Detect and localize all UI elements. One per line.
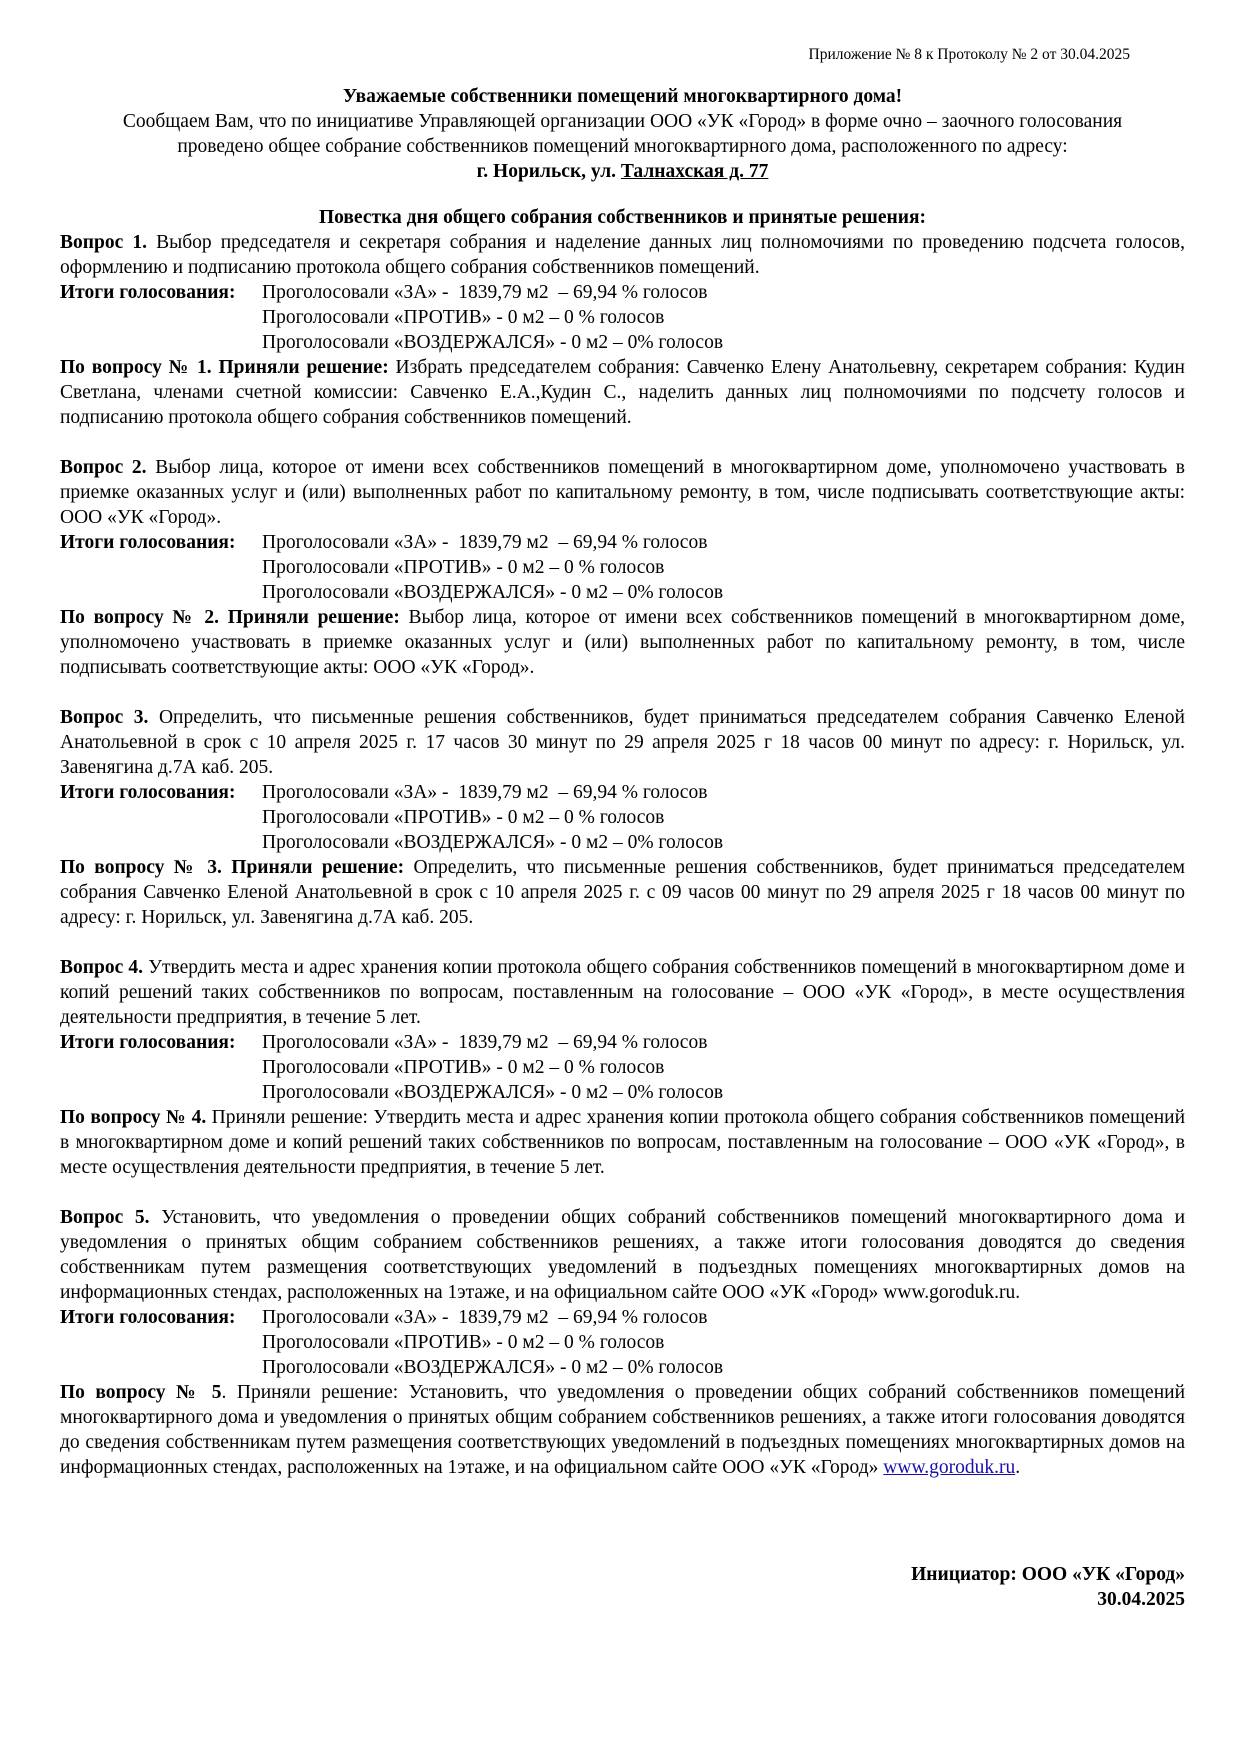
vote-against: Проголосовали «ПРОТИВ» - 0 м2 – 0 % голосов	[262, 1332, 665, 1353]
votes-label: Итоги голосования:	[60, 532, 236, 553]
question-label: Вопрос 4.	[60, 957, 144, 978]
vote-abstain: Проголосовали «ВОЗДЕРЖАЛСЯ» - 0 м2 – 0% голосов	[262, 582, 724, 603]
vote-for-row	[60, 1305, 1185, 1330]
agenda-title: Повестка дня общего собрания собственников и принятые решения:	[318, 207, 927, 228]
address-street: Талнахская д. 77	[620, 161, 769, 182]
question-3	[60, 705, 1185, 930]
decision	[60, 1105, 1185, 1180]
vote-for-row	[60, 1030, 1185, 1055]
question-text	[60, 705, 1185, 780]
question-body: Выбор лица, которое от имени всех собственников помещений в многоквартирном доме, уполномочено участвовать в приемке оказанных услуг и (или) выполненных работ по капитальному ремонту, в том, числе подписывать соответствующие акты: ООО «УК «Город».	[60, 457, 1185, 528]
decision-body: Определить, что письменные решения собственников, будет приниматься председателем собрания Савченко Еленой Анатольевной в срок с 10 апреля 2025 г. с 09 часов 00 минут по 29 апреля 2025 г 18 часов 00 минут по адресу: г. Норильск, ул. Завенягина д.7А каб. 205.	[60, 857, 1185, 928]
question-text	[60, 230, 1185, 280]
question-2	[60, 455, 1185, 680]
decision-label: По вопросу № 1. Приняли решение:	[60, 357, 389, 378]
initiator-block	[911, 1562, 1185, 1612]
address-prefix: г. Норильск, ул.	[476, 161, 621, 182]
question-label: Вопрос 1.	[60, 232, 147, 253]
votes-label: Итоги голосования:	[60, 782, 236, 803]
website-link[interactable]: www.goroduk.ru	[883, 1457, 1016, 1478]
vote-against: Проголосовали «ПРОТИВ» - 0 м2 – 0 % голосов	[262, 557, 665, 578]
votes-label: Итоги голосования:	[60, 282, 236, 303]
vote-for: Проголосовали «ЗА» - 1839,79 м2 – 69,94 % голосов	[262, 282, 708, 303]
decision-label: По вопросу № 2. Приняли решение:	[60, 607, 400, 628]
question-body: Утвердить места и адрес хранения копии протокола общего собрания собственников помещений в многоквартирном доме и копий решений таких собственников по вопросам, поставленным на голосование – ООО «УК «Город», в месте осуществления деятельности предприятия, в течение 5 лет.	[60, 957, 1185, 1028]
vote-for-row	[60, 780, 1185, 805]
vote-for: Проголосовали «ЗА» - 1839,79 м2 – 69,94 % голосов	[262, 532, 708, 553]
address	[60, 159, 1185, 184]
vote-abstain: Проголосовали «ВОЗДЕРЖАЛСЯ» - 0 м2 – 0% голосов	[262, 332, 724, 353]
intro-line-1: Сообщаем Вам, что по инициативе Управляющей организации ООО «УК «Город» в форме очно – заочного голосования	[122, 111, 1123, 132]
question-5	[60, 1205, 1185, 1480]
initiator-date: 30.04.2025	[1097, 1589, 1185, 1610]
question-body: Выбор председателя и секретаря собрания и наделение данных лиц полномочиями по проведению подсчета голосов, оформлению и подписанию протокола общего собрания собственников помещений.	[60, 232, 1186, 278]
vote-abstain: Проголосовали «ВОЗДЕРЖАЛСЯ» - 0 м2 – 0% голосов	[262, 1357, 724, 1378]
question-body: Установить, что уведомления о проведении общих собраний собственников помещений многоквартирного дома и уведомления о принятых общим собранием собственников решениях, а также итоги голосования доводятся до сведения собственникам путем размещения соответствующих уведомлений в подъездных помещениях многоквартирных домов на информационных стендах, расположенных на 1этаже, и на официальном сайте ООО «УК «Город» www.goroduk.ru.	[60, 1207, 1185, 1303]
decision-body: Приняли решение: Утвердить места и адрес хранения копии протокола общего собрания собственников помещений в многоквартирном доме и копий решений таких собственников по вопросам, поставленным на голосование – ООО «УК «Город», в месте осуществления деятельности предприятия, в течение 5 лет.	[60, 1107, 1186, 1178]
decision-body: Выбор лица, которое от имени всех собственников помещений в многоквартирном доме, уполномочено участвовать в приемке оказанных услуг и (или) выполненных работ по капитальному ремонту, в том, числе подписывать соответствующие акты: ООО «УК «Город».	[60, 607, 1185, 678]
decision-body: . Приняли решение: Установить, что уведомления о проведении общих собраний собственников помещений многоквартирного дома и уведомления о принятых общим собранием собственников решениях, а также итоги голосования доводятся до сведения собственникам путем размещения соответствующих уведомлений в подъездных помещениях многоквартирных домов на информационных стендах, расположенных на 1этаже, и на официальном сайте ООО «УК «Город»	[60, 1382, 1186, 1478]
vote-for: Проголосовали «ЗА» - 1839,79 м2 – 69,94 % голосов	[262, 1307, 708, 1328]
vote-for: Проголосовали «ЗА» - 1839,79 м2 – 69,94 % голосов	[262, 1032, 708, 1053]
question-text	[60, 1205, 1185, 1305]
decision	[60, 605, 1185, 680]
vote-for: Проголосовали «ЗА» - 1839,79 м2 – 69,94 % голосов	[262, 782, 708, 803]
decision	[60, 355, 1185, 430]
decision-body: Избрать председателем собрания: Савченко Елену Анатольевну, секретарем собрания: Кудин Светлана, членами счетной комиссии: Савченко Е.А.,Кудин С., наделить данных лиц полномочиями по подсчету голосов и подписанию протокола общего собрания собственников помещений.	[60, 357, 1185, 428]
decision-tail: .	[1015, 1457, 1021, 1478]
question-text	[60, 955, 1185, 1030]
greeting: Уважаемые собственники помещений многоквартирного дома!	[342, 86, 903, 107]
decision-label: По вопросу № 4.	[60, 1107, 207, 1128]
vote-against: Проголосовали «ПРОТИВ» - 0 м2 – 0 % голосов	[262, 1057, 665, 1078]
votes-label: Итоги голосования:	[60, 1032, 236, 1053]
vote-for-row	[60, 530, 1185, 555]
decision-label: По вопросу № 3. Приняли решение:	[60, 857, 405, 878]
question-label: Вопрос 5.	[60, 1207, 150, 1228]
question-label: Вопрос 3.	[60, 707, 149, 728]
decision	[60, 1380, 1185, 1480]
question-1	[60, 230, 1185, 430]
decision-label: По вопросу № 5	[60, 1382, 222, 1403]
decision	[60, 855, 1185, 930]
question-body: Определить, что письменные решения собственников, будет приниматься председателем собрания Савченко Еленой Анатольевной в срок с 10 апреля 2025 г. 17 часов 30 минут по 29 апреля 2025 г 18 часов 00 минут по адресу: г. Норильск, ул. Завенягина д.7А каб. 205.	[60, 707, 1185, 778]
header-block	[60, 84, 1185, 184]
vote-for-row	[60, 280, 1185, 305]
appendix-note: Приложение № 8 к Протоколу № 2 от 30.04.2025	[808, 46, 1130, 63]
intro-line-2: проведено общее собрание собственников помещений многоквартирного дома, расположенного по адресу:	[177, 136, 1068, 157]
vote-abstain: Проголосовали «ВОЗДЕРЖАЛСЯ» - 0 м2 – 0% голосов	[262, 832, 724, 853]
votes-label: Итоги голосования:	[60, 1307, 236, 1328]
initiator-name: Инициатор: ООО «УК «Город»	[911, 1564, 1185, 1585]
question-text	[60, 455, 1185, 530]
vote-against: Проголосовали «ПРОТИВ» - 0 м2 – 0 % голосов	[262, 307, 665, 328]
vote-abstain: Проголосовали «ВОЗДЕРЖАЛСЯ» - 0 м2 – 0% голосов	[262, 1082, 724, 1103]
question-4	[60, 955, 1185, 1180]
vote-against: Проголосовали «ПРОТИВ» - 0 м2 – 0 % голосов	[262, 807, 665, 828]
question-label: Вопрос 2.	[60, 457, 147, 478]
